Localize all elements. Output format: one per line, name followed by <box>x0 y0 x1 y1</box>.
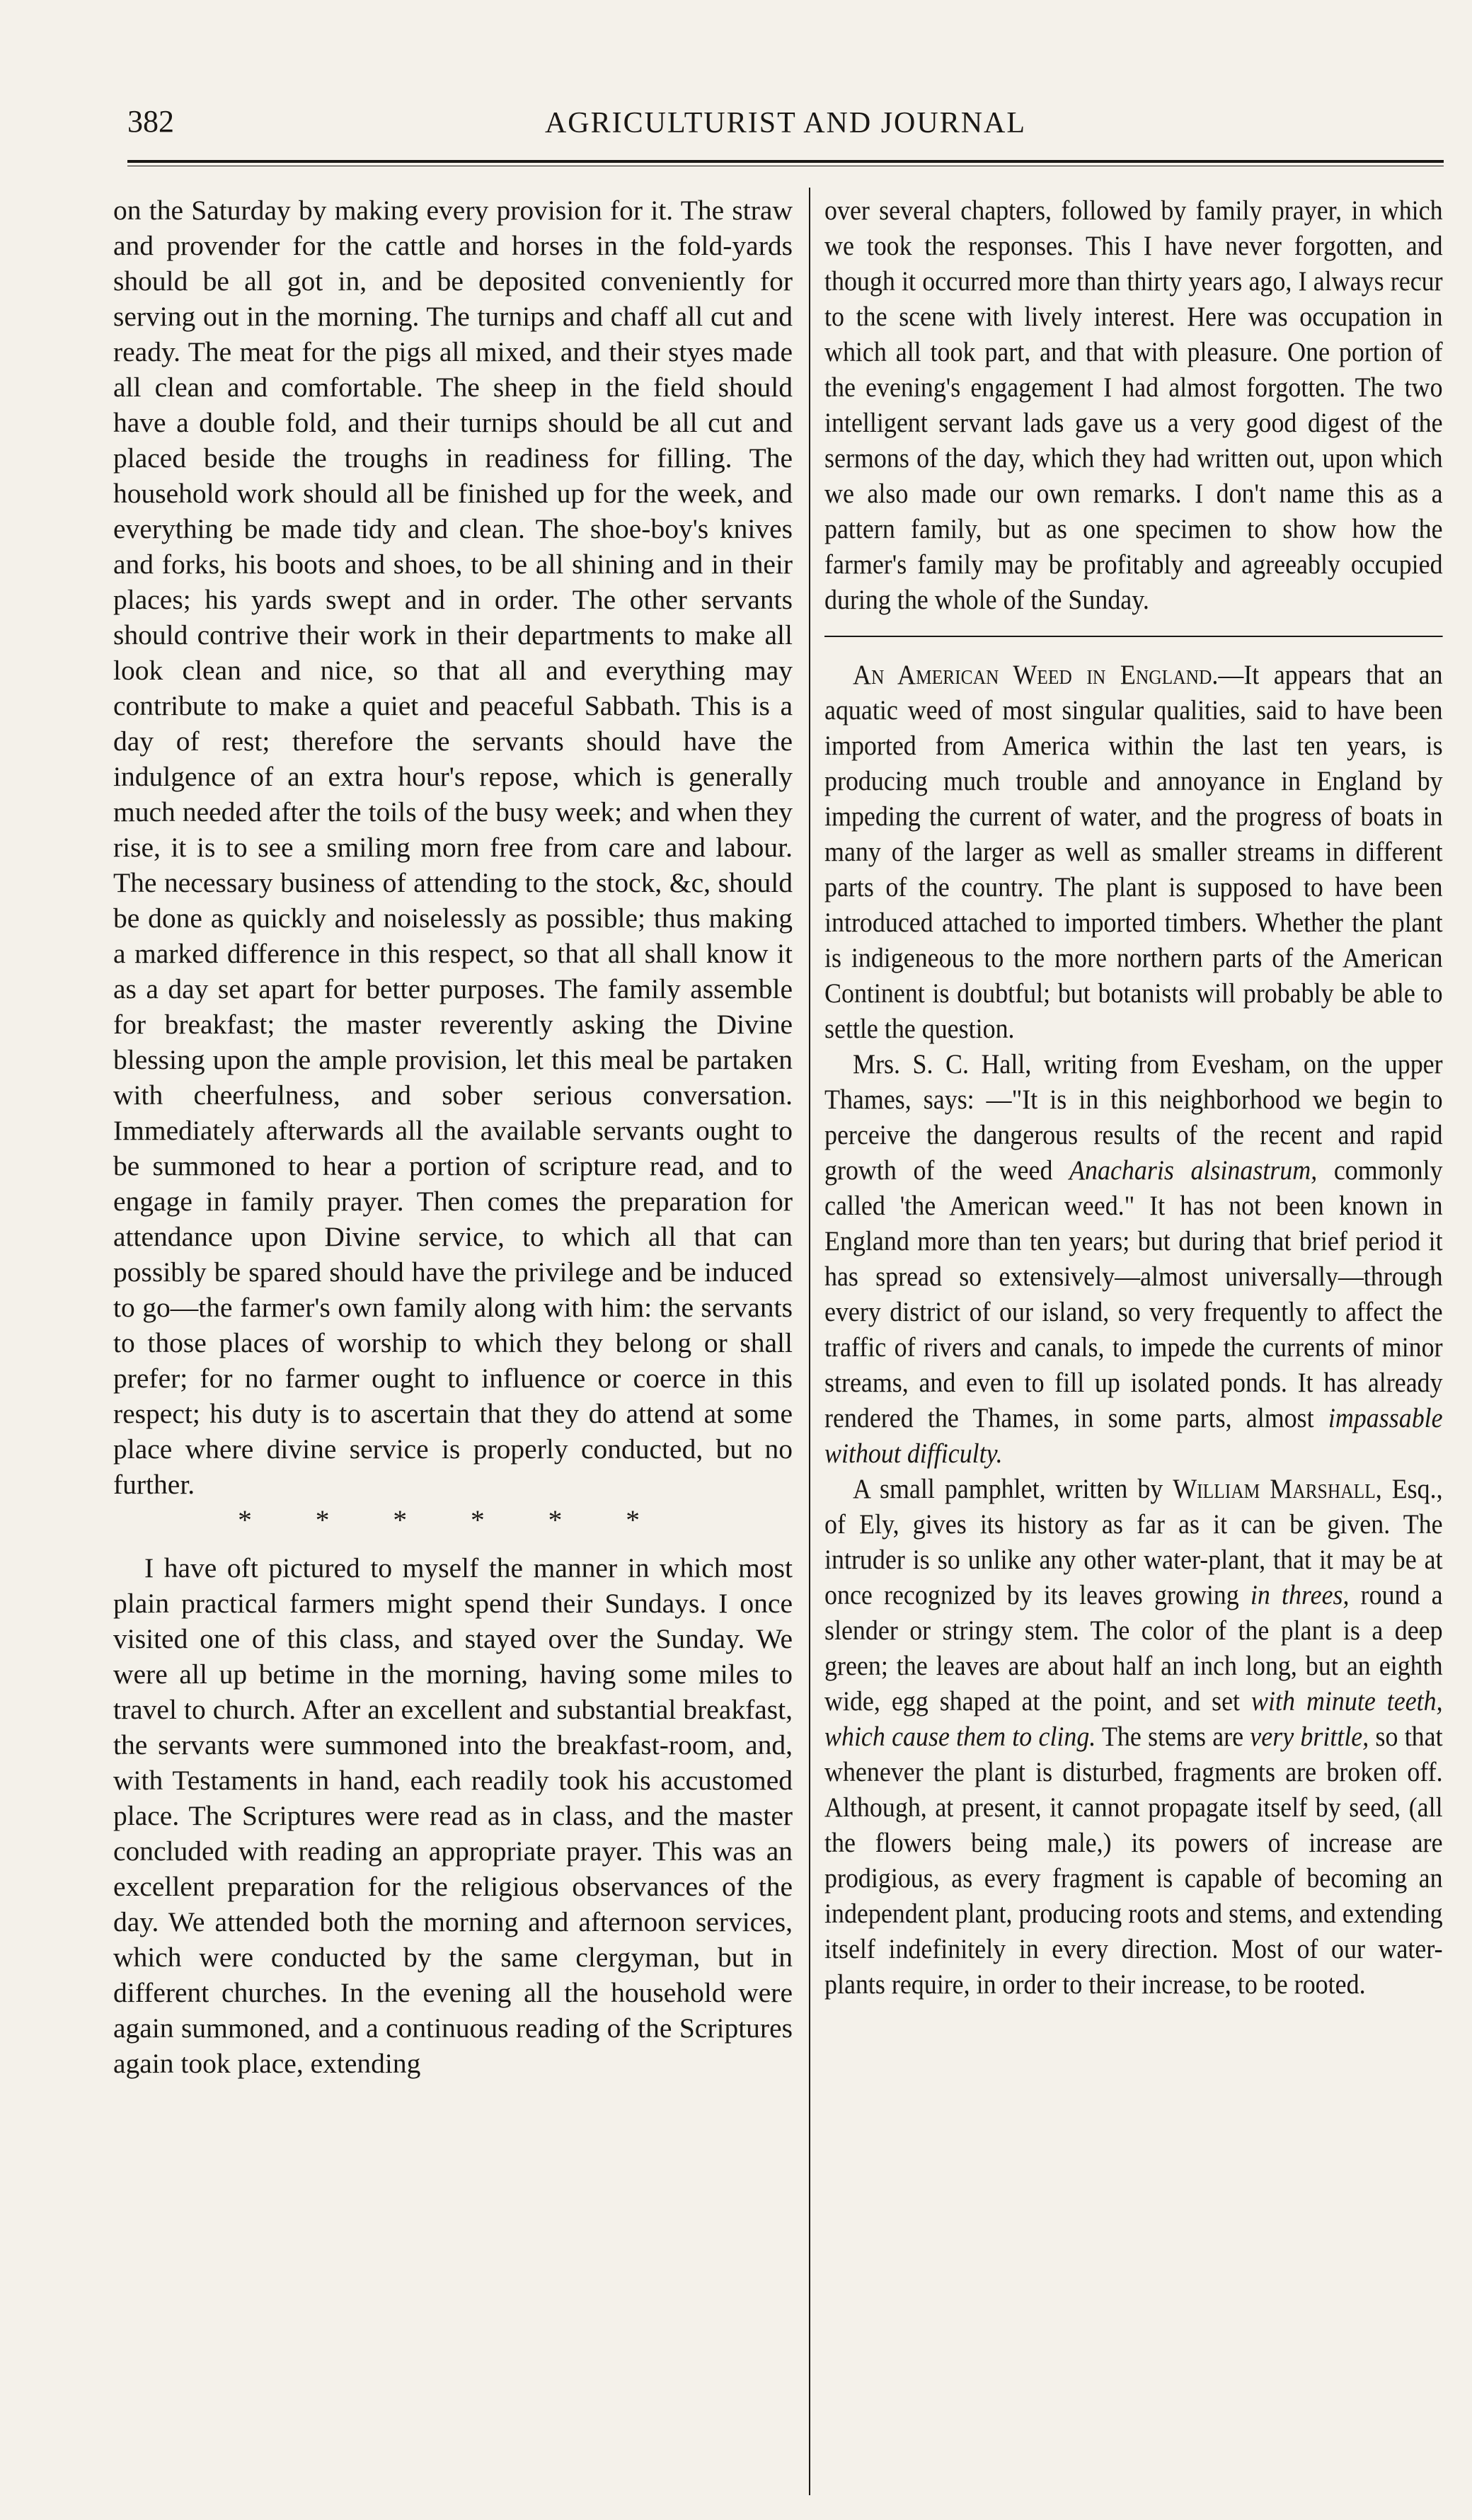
left-column <box>113 193 793 2081</box>
running-head: AGRICULTURIST AND JOURNAL <box>544 107 1027 139</box>
header-rule <box>127 160 1444 163</box>
pamphlet-italic-1: in threes, <box>1250 1579 1350 1610</box>
author-name: William Marshall <box>1173 1473 1376 1504</box>
pamphlet-part-c: round a slender or stringy stem. The color of the plant is a deep green; the leaves are about half an inch long, but an eighth wide, egg shaped at the point, and set <box>824 1579 1443 1717</box>
article-american-weed <box>824 657 1443 1046</box>
left-paragraph-2: I have oft pictured to myself the manner in which most plain practical farmers might spend their Sundays. I once visited one of this class, and stayed over the Sunday. We were all up betime in the morning, having some miles to travel to church. After an excellent and substantial breakfast, the servants were summoned into the breakfast-room, and, with Testaments in hand, each readily took his accustomed place. The Scriptures were read as in class, and the master concluded with reading an appropriate prayer. This was an excellent preparation for the religious observances of the day. We attended both the morning and afternoon services, which were conducted by the same clergyman, but in different churches. In the evening all the household were again summoned, and a continuous reading of the Scriptures again took place, extending <box>113 1552 793 2079</box>
column-divider <box>809 188 810 2495</box>
pamphlet-part-a: A small pamphlet, written by <box>853 1473 1163 1504</box>
page-number: 382 <box>127 104 174 139</box>
hall-quote-part-a: Mrs. S. C. Hall, writing from Evesham, on the upper Thames, says: —"It is in this neighborhood we begin to perceive the dangerous results of the recent and rapid growth of the weed <box>824 1048 1443 1186</box>
pamphlet-part-b: , Esq., of Ely, gives its history as far as it can be given. The intruder is so unlike any other water-plant, that it may be at once recognized by its leaves growing <box>824 1473 1443 1610</box>
section-rule <box>824 636 1443 637</box>
left-paragraph-1: on the Saturday by making every provision for it. The straw and provender for the cattle and horses in the fold-yards should be all got in, and be deposited conveniently for serving out in the morning. The turnips and chaff all cut and ready. The meat for the pigs all mixed, and their styes made all clean and comfortable. The sheep in the field should have a double fold, and their turnips should be all cut and placed beside the troughs in readiness for filling. The household work should all be finished up for the week, and everything be made tidy and clean. The shoe-boy's knives and forks, his boots and shoes, to be all shining and in their places; his yards swept and in order. The other servants should contrive their work in their departments to make all look clean and nice, so that all and everything may contribute to make a quiet and peaceful Sabbath. This is a day of rest; therefore the servants should have the indulgence of an extra hour's repose, which is generally much needed after the toils of the busy week; and when they rise, it is to see a smiling morn free from care and labour. The necessary business of attending to the stock, &c, should be done as quickly and noiselessly as possible; thus making a marked difference in this respect, so that all shall know it as a day set apart for better purposes. The family assemble for breakfast; the master reverently asking the Divine blessing upon the ample provision, let this meal be partaken with cheerfulness, and sober serious conversation. Immediately afterwards all the available servants ought to be summoned to hear a portion of scripture read, and to engage in family prayer. Then comes the preparation for attendance upon Divine service, to which all that can possibly be spared should have the privilege and be induced to go—the farmer's own family along with him: the servants to those places of worship to which they belong or shall prefer; for no farmer ought to influence or coerce in this respect; his duty is to ascertain that they do attend at some place where divine service is properly conducted, but no further. <box>113 195 793 1500</box>
right-paragraph-1: over several chapters, followed by family prayer, in which we took the responses. This I have never forgotten, and though it occurred more than thirty years ago, I always recur to the scene with lively interest. Here was occupation in which all took part, and that with pleasure. One portion of the evening's engagement I had almost forgotten. The two intelligent servant lads gave us a very good digest of the sermons of the day, which they had written out, upon which we also made our own remarks. I don't name this as a pattern family, but as one specimen to show how the farmer's family may be profitably and agreeably occupied during the whole of the Sunday. <box>824 195 1443 615</box>
hall-quote-italic: impassable without difficulty. <box>824 1402 1443 1469</box>
article-title: An American Weed in England. <box>853 659 1219 690</box>
hall-quote-part-b: commonly called 'the American weed." It has not been known in England more than ten years; but during that brief period it has spread so extensively—almost universally—through every district of our island, so very frequently to affect the traffic of rivers and canals, to impede the currents of minor streams, and even to fill up isolated ponds. It has already rendered the Thames, in some parts, almost <box>824 1155 1443 1433</box>
pamphlet-italic-2: with minute teeth, which cause them to cling. <box>824 1685 1443 1752</box>
section-stars: * * * * * * <box>238 1504 668 1535</box>
article-body: —It appears that an aquatic weed of most singular qualities, said to have been imported from America within the last ten years, is producing much trouble and annoyance in England by impeding the current of water, and the progress of boats in many of the larger as well as smaller streams in different parts of the country. The plant is supposed to have been introduced attached to imported timbers. Whether the plant is indigeneous to the more northern parts of the American Continent is doubtful; but botanists will probably be able to settle the question. <box>824 659 1443 1044</box>
pamphlet-part-e: so that whenever the plant is disturbed, fragments are broken off. Although, at present, it cannot propagate itself by seed, (all the flowers being male,) its powers of increase are prodigious, as every fragment is capable of becoming an independent plant, producing roots and stems, and extending itself indefinitely in every direction. Most of our water-plants require, in order to their increase, to be rooted. <box>824 1721 1443 2000</box>
pamphlet-italic-3: very brittle, <box>1250 1721 1369 1752</box>
right-paragraph-pamphlet <box>824 1471 1443 2002</box>
species-name: Anacharis alsinastrum, <box>1069 1155 1318 1186</box>
right-column <box>824 193 1443 2002</box>
page-header <box>127 99 1444 149</box>
pamphlet-part-d: The stems are <box>1101 1721 1244 1752</box>
right-paragraph-hall <box>824 1046 1443 1471</box>
